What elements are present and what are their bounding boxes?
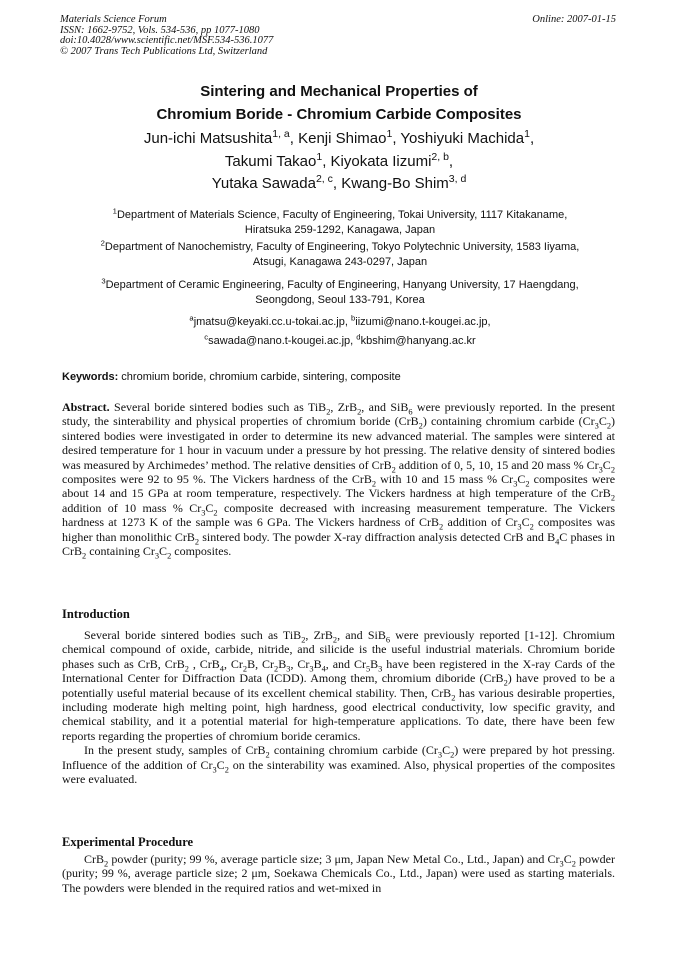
author-line-1: Jun-ichi Matsushita$^{1, a}$, Kenji Shimao$^1$, Yoshiyuki Machida$^1$, [143, 128, 535, 147]
email-key: c [204, 332, 209, 342]
keywords-line [62, 370, 618, 384]
affiliation-text: Department of Materials Science, Faculty of Engineering, Tokai University, 1117 Kitakaname, [116, 209, 568, 221]
author-line-3: Yutaka Sawada$^{2, c}$, Kwang-Bo Shim$^{3, d}$ [211, 173, 467, 192]
author-name: Kenji Shimao [298, 130, 387, 147]
affiliation-text: Seongdong, Seoul 133-791, Korea [255, 293, 425, 306]
copyright-line: © 2007 Trans Tech Publications Ltd, Switzerland [60, 45, 268, 57]
keywords-text: chromium boride, chromium carbide, sintering, composite [118, 371, 401, 383]
section-heading-experimental: Experimental Procedure [62, 835, 194, 849]
body-paragraph: Several boride sintered bodies such as TiB$_2$, ZrB$_2$, and SiB$_6$ were previously reported [1-12]. Chromium chemical compound of oxide, carbide, nitride, and silicide is the useful industrial materials. Chromium boride phases such as CrB, CrB$_2$ , CrB$_4$, $Cr_2B$, $Cr_2B_3$, $Cr_3B_4$, and $Cr_5B_3$ have been registered in the X-ray Cards of the International Center for Diffraction Data (ICDD). Among them, chromium diboride (CrB$_2$) have proved to be a potentially useful material because of its excellent chemical stability. Then, CrB$_2$ has various desirable properties, including moderate high melting point, high hardness, good electrical conductivity, low specific gravity, and chemical stability, and it a potential material for high-temperature applications. To date, there have been few reports regarding the properties of chromium boride ceramics. [62, 628, 615, 743]
author-line-2: Takumi Takao$^1$, Kiyokata Iizumi$^{2, b}$, [224, 150, 454, 170]
abstract-paragraph: Abstract. Several boride sintered bodies such as TiB$_2$, ZrB$_2$, and SiB$_6$ were previously reported. In the present study, the sinterability and physical properties of chromium boride (CrB$_2$) containing chromium carbide $(Cr_3C_2)$ sintered bodies were investigated in order to determine its new advanced material. The samples were sintered at desired temperature for 1 hour in vacuum under a pressure by hot pressing. The relative density of sintered bodies was measured by Archimedes’ method. The relative densities of CrB$_2$ addition of 0, 5, 10, 15 and 20 mass % $Cr_3C_2$ composites were 92 to 95 %. The Vickers hardness of the CrB$_2$ with 10 and 15 mass % $Cr_3C_2$ composites were about 14 and 15 GPa at room temperature, respectively. The Vickers hardness at high temperature of the CrB$_2$ addition of 10 mass % $Cr_3C_2$ composite decreased with increasing measurement temperature. The Vickers hardness at 1273 K of the sample was 6 GPa. The Vickers hardness of CrB$_2$ addition of $Cr_3C_2$ composites was higher than monolithic CrB$_2$ sintered body. The powder X-ray diffraction analysis detected CrB and $B_4C$ phases in CrB$_2$ containing $Cr_3C_2$ composites. [62, 400, 616, 561]
keywords-label: Keywords: [62, 371, 119, 383]
author-affil-mark: 1 [316, 150, 323, 163]
email-key: d [356, 332, 361, 342]
issn-line: ISSN: 1662-9752, Vols. 534-536, pp 1077-1080 [60, 24, 260, 36]
introduction-text [62, 628, 615, 786]
body-paragraph: In the present study, samples of CrB$_2$ containing chromium carbide $(Cr_3C_2)$ were prepared by hot pressing. Influence of the addition of $Cr_3C_2$ on the sinterability was examined. Also, physical properties of the composites were evaluated. [62, 743, 616, 787]
affiliation-text: Department of Ceramic Engineering, Faculty of Engineering, Hanyang University, 17 Haengdang, [105, 279, 579, 291]
email-link[interactable]: sawada@nano.t-kougei.ac.jp, [208, 335, 354, 347]
affiliation-text: Department of Nanochemistry, Faculty of Engineering, Tokyo Polytechnic University, 1583 Iiyama, [104, 241, 580, 253]
author-affil-mark: 1 [524, 128, 530, 140]
email-link[interactable]: jmatsu@keyaki.cc.u-tokai.ac.jp, [193, 316, 348, 328]
affiliation-number: 2 [100, 238, 105, 248]
journal-name: Materials Science Forum [60, 14, 167, 25]
email-link[interactable]: kbshim@hanyang.ac.kr [360, 335, 476, 347]
author-name: Yoshiyuki Machida [400, 130, 525, 147]
abstract-label: Abstract. [62, 400, 110, 414]
affiliation-2 [60, 240, 620, 269]
online-date: Online: 2007-01-15 [532, 14, 616, 25]
author-affil-mark: 2, c [315, 173, 333, 185]
email-link[interactable]: iizumi@nano.t-kougei.ac.jp, [355, 316, 491, 328]
paper-title [0, 80, 678, 126]
author-name: Kwang-Bo Shim [341, 175, 449, 192]
affiliation-text: Hiratsuka 259-1292, Kanagawa, Japan [244, 223, 436, 236]
experimental-text [62, 852, 615, 895]
body-paragraph: CrB$_2$ powder (purity; 99 %, average particle size; 3 μm, Japan New Metal Co., Ltd., Japan) and $Cr_3C_2$ powder (purity; 99 %, average particle size; 2 μm, Soekawa Chemicals Co., Ltd., Japan) were used as starting materials. The powders were blended in the required ratios and wet-mixed in [62, 852, 615, 895]
author-name: Jun-ichi Matsushita [143, 130, 273, 147]
affiliation-number: 3 [101, 276, 106, 286]
email-key: a [189, 313, 194, 323]
doi-line: doi:10.4028/www.scientific.net/MSF.534-536.1077 [60, 35, 274, 46]
email-list [60, 313, 620, 351]
author-affil-mark: 1 [386, 128, 393, 140]
affiliation-1 [60, 208, 620, 237]
author-name: Takumi Takao [224, 152, 317, 170]
author-affil-mark: 2, b [431, 150, 449, 163]
author-name: Yutaka Sawada [211, 175, 316, 192]
author-name: Kiyokata Iizumi [330, 152, 432, 170]
affiliation-text: Atsugi, Kanagawa 243-0297, Japan [252, 255, 428, 268]
journal-header [60, 15, 273, 57]
email-key: b [351, 313, 356, 323]
section-heading-introduction: Introduction [62, 607, 130, 621]
author-affil-mark: 1, a [272, 128, 290, 140]
affiliation-number: 1 [112, 206, 117, 216]
author-list [0, 128, 678, 196]
title-line-1: Sintering and Mechanical Properties of [200, 83, 478, 100]
title-line-2: Chromium Boride - Chromium Carbide Composites [156, 106, 522, 123]
affiliation-3 [60, 278, 620, 307]
author-affil-mark: 3, d [448, 173, 467, 185]
